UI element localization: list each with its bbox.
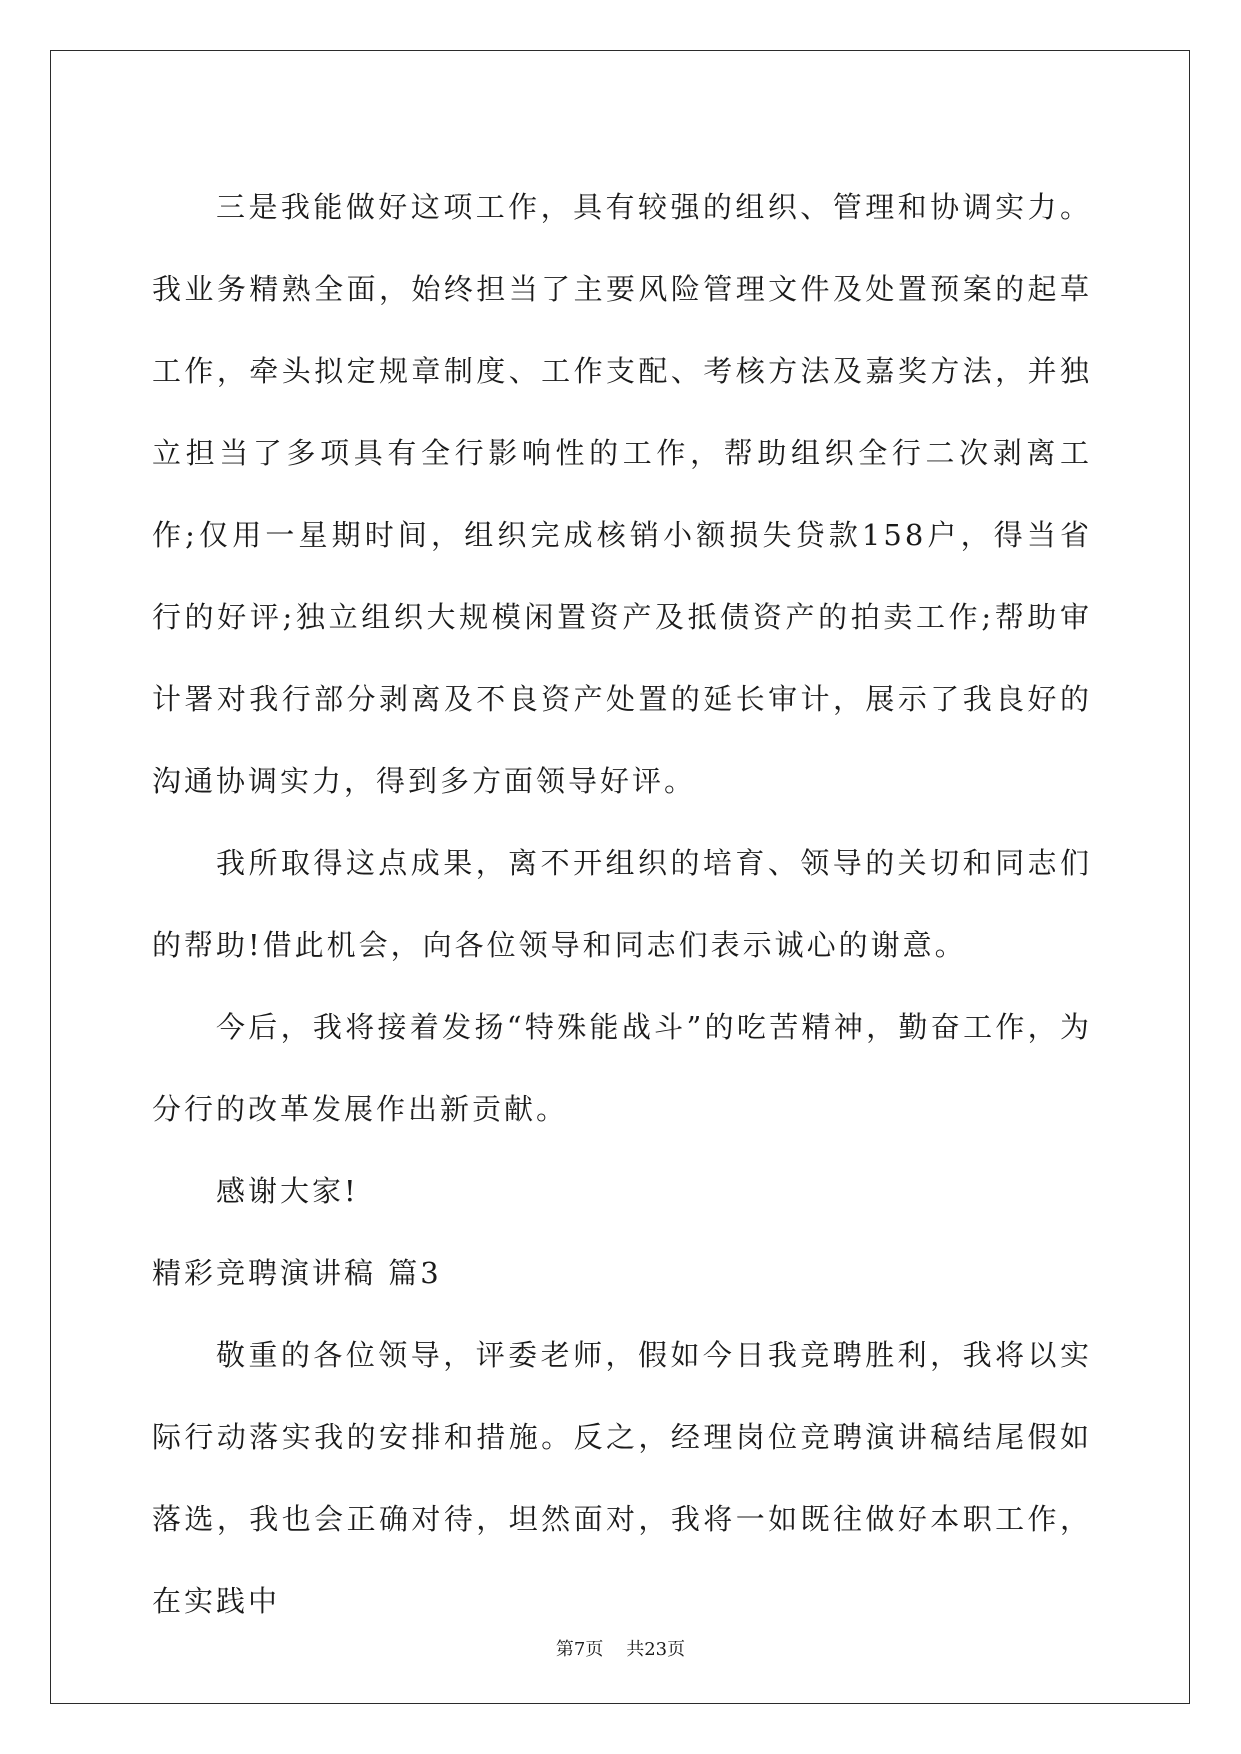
document-body (152, 166, 1092, 1642)
paragraph: 我所取得这点成果，离不开组织的培育、领导的关切和同志们的帮助!借此机会，向各位领导和同志们表示诚心的谢意。 (152, 846, 1092, 962)
total-pages: 共23页 (626, 1639, 686, 1660)
section-heading: 精彩竞聘演讲稿 篇3 (152, 1256, 442, 1290)
paragraph: 三是我能做好这项工作，具有较强的组织、管理和协调实力。我业务精熟全面，始终担当了主要风险管理文件及处置预案的起草工作，牵头拟定规章制度、工作支配、考核方法及嘉奖方法，并独立担当了多项具有全行影响性的工作，帮助组织全行二次剥离工作;仅用一星期时间，组织完成核销小额损失贷款158户，得当省行的好评;独立组织大规模闲置资产及抵债资产的拍卖工作;帮助审计署对我行部分剥离及不良资产处置的延长审计，展示了我良好的沟通协调实力，得到多方面领导好评。 (152, 190, 1092, 798)
page-number: 第7页 (555, 1639, 604, 1660)
paragraph: 敬重的各位领导，评委老师，假如今日我竞聘胜利，我将以实际行动落实我的安排和措施。反之，经理岗位竞聘演讲稿结尾假如落选，我也会正确对待，坦然面对，我将一如既往做好本职工作，在实践中 (152, 1338, 1092, 1618)
page-footer (0, 1638, 1241, 1662)
paragraph: 感谢大家! (216, 1174, 359, 1208)
paragraph: 今后，我将接着发扬“特殊能战斗”的吃苦精神，勤奋工作，为分行的改革发展作出新贡献。 (152, 1010, 1092, 1126)
